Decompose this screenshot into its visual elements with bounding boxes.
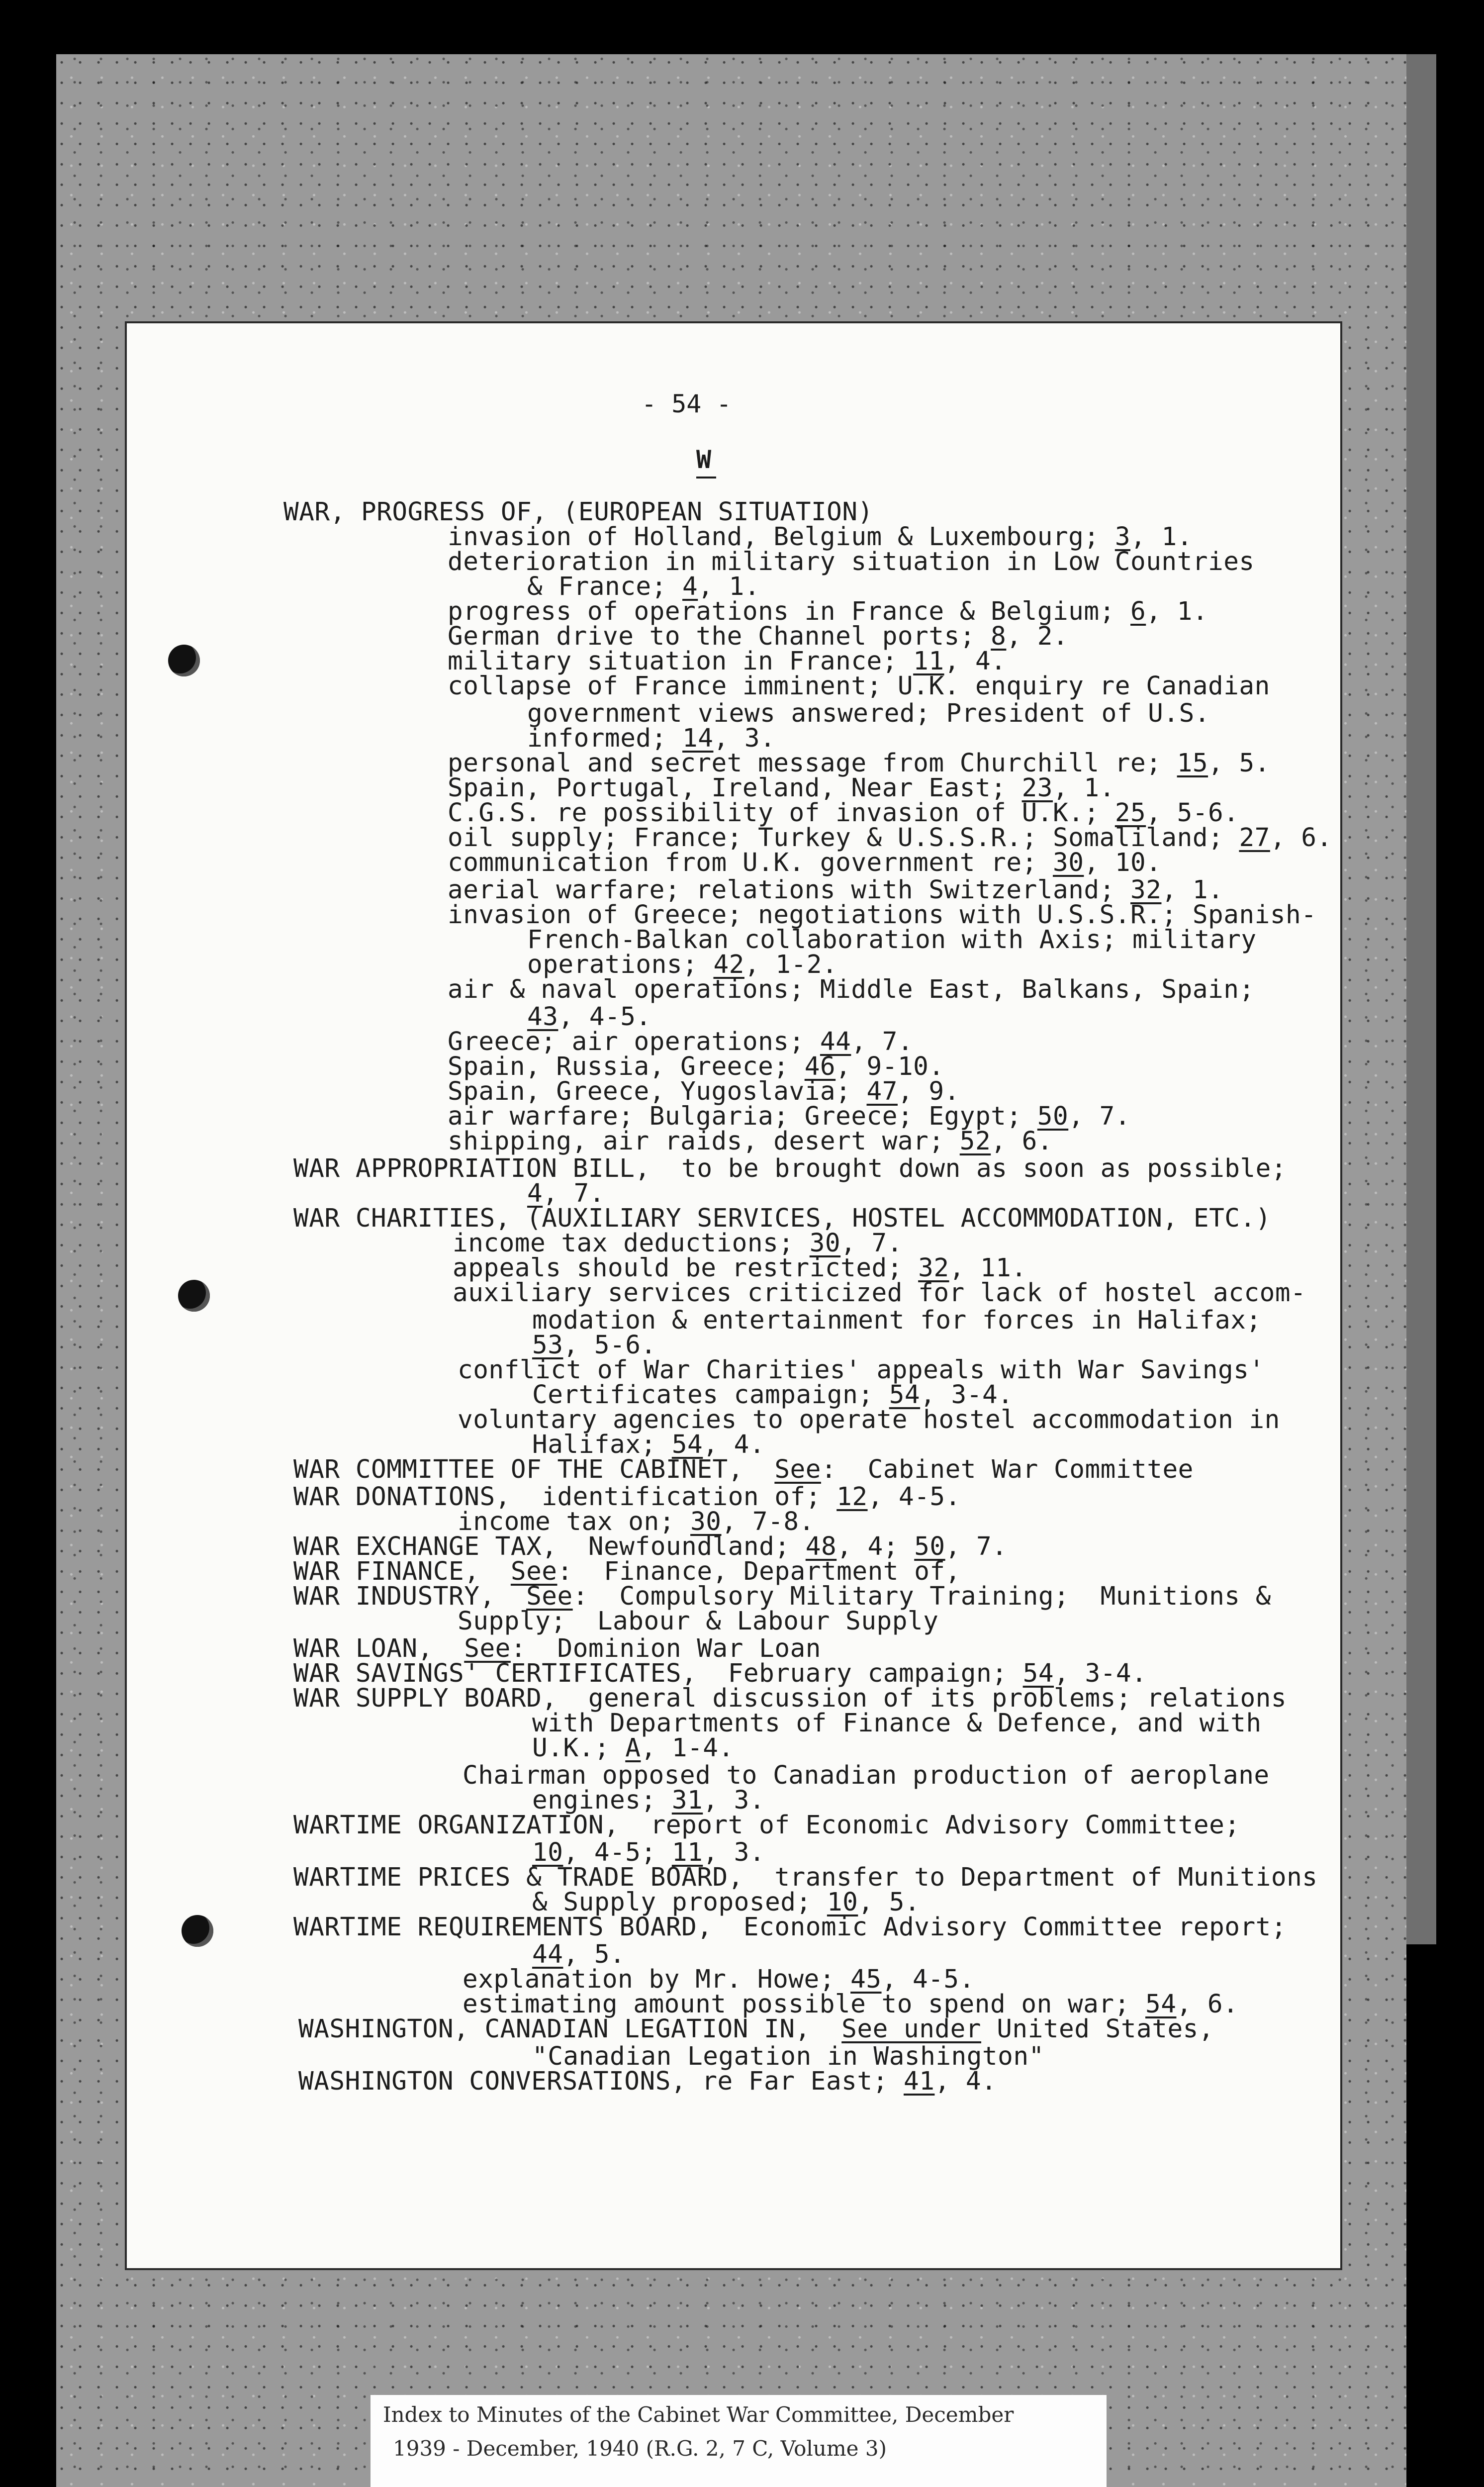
index-line bbox=[453, 1278, 1306, 1308]
page-reference: 4 bbox=[527, 1179, 543, 1208]
index-text: invasion of Holland, Belgium & Luxembourg; bbox=[448, 522, 1115, 552]
page-reference: A bbox=[625, 1733, 641, 1763]
index-text: invasion of Greece; negotiations with U.S.S.R.; Spanish- bbox=[448, 900, 1317, 930]
index-text: WASHINGTON, CANADIAN LEGATION IN, bbox=[298, 2014, 842, 2044]
index-text: , 9. bbox=[897, 1077, 960, 1106]
page-reference: 32 bbox=[1130, 875, 1162, 905]
index-text: conflict of War Charities' appeals with War Savings' bbox=[458, 1355, 1265, 1385]
page-reference: 41 bbox=[903, 2067, 935, 2096]
index-text: , 5. bbox=[858, 1888, 921, 1917]
index-text: , 1. bbox=[1130, 522, 1193, 552]
index-line bbox=[448, 1127, 1053, 1156]
index-text: WAR CHARITIES, (AUXILIARY SERVICES, HOSTEL ACCOMMODATION, ETC.) bbox=[293, 1204, 1271, 1233]
index-text: , 5. bbox=[1208, 749, 1270, 778]
punch-hole bbox=[182, 1915, 213, 1947]
index-text: , 9-10. bbox=[835, 1052, 944, 1081]
page-reference: See bbox=[510, 1557, 557, 1586]
index-text: , 5. bbox=[563, 1940, 626, 1969]
index-text: , 3-4. bbox=[920, 1380, 1014, 1410]
index-text: WAR, PROGRESS OF, (EUROPEAN SITUATION) bbox=[283, 497, 873, 527]
index-text: : Dominion War Loan bbox=[510, 1634, 821, 1663]
index-text: U.K.; bbox=[532, 1733, 626, 1763]
page-reference: See bbox=[464, 1634, 511, 1663]
index-text: income tax deductions; bbox=[453, 1229, 810, 1258]
index-text: government views answered; President of U.S. bbox=[527, 699, 1210, 728]
page-reference: 45 bbox=[850, 1965, 882, 1994]
page-reference: 50 bbox=[1037, 1102, 1069, 1131]
index-text: WAR SAVINGS' CERTIFICATES, February campaign; bbox=[293, 1659, 1023, 1688]
index-text: shipping, air raids, desert war; bbox=[448, 1127, 960, 1156]
index-text: Halifax; bbox=[532, 1430, 672, 1459]
index-line bbox=[293, 1913, 1287, 1942]
index-text: , 4. bbox=[944, 647, 1007, 676]
index-text: , 2. bbox=[1006, 622, 1069, 651]
index-text: German drive to the Channel ports; bbox=[448, 622, 991, 651]
page-reference: 42 bbox=[713, 950, 744, 979]
index-text: , 7. bbox=[945, 1532, 1008, 1561]
index-text: informed; bbox=[527, 724, 683, 753]
page-reference: 30 bbox=[809, 1229, 841, 1258]
index-text: aerial warfare; relations with Switzerland; bbox=[448, 875, 1131, 905]
index-text: , 1. bbox=[1146, 597, 1208, 626]
index-text: WAR COMMITTEE OF THE CABINET, bbox=[293, 1455, 775, 1484]
index-text: , 4; bbox=[836, 1532, 915, 1561]
page-reference: 30 bbox=[690, 1507, 722, 1536]
page-reference: 25 bbox=[1114, 798, 1146, 828]
page-reference: 50 bbox=[914, 1532, 945, 1561]
index-text: progress of operations in France & Belgium; bbox=[448, 597, 1131, 626]
index-text: WAR SUPPLY BOARD, general discussion of its problems; relations bbox=[293, 1684, 1287, 1713]
index-text: WARTIME REQUIREMENTS BOARD, Economic Advisory Committee report; bbox=[293, 1913, 1287, 1942]
index-text: , 3. bbox=[703, 1838, 765, 1867]
page-reference: 32 bbox=[918, 1253, 949, 1283]
page-reference: 10 bbox=[532, 1838, 563, 1867]
index-text: WAR DONATIONS, identification of; bbox=[293, 1482, 837, 1512]
index-text: WARTIME ORGANIZATION, report of Economic Advisory Committee; bbox=[293, 1811, 1240, 1840]
index-text: WAR FINANCE, bbox=[293, 1557, 511, 1586]
index-text: , 5-6. bbox=[563, 1331, 656, 1360]
index-text: auxiliary services criticized for lack of hostel accom- bbox=[453, 1278, 1306, 1308]
index-text: & France; bbox=[527, 572, 683, 601]
punch-hole bbox=[178, 1280, 210, 1312]
index-text: , 10. bbox=[1084, 848, 1162, 877]
index-text: collapse of France imminent; U.K. enquiry re Canadian bbox=[448, 671, 1270, 701]
index-text: operations; bbox=[527, 950, 714, 979]
index-text: "Canadian Legation in Washington" bbox=[532, 2042, 1044, 2071]
index-text: , 7. bbox=[543, 1179, 605, 1208]
index-text: deterioration in military situation in Low Countries bbox=[448, 547, 1255, 576]
page-reference: 54 bbox=[671, 1430, 703, 1459]
index-text: with Departments of Finance & Defence, and with bbox=[532, 1709, 1262, 1738]
index-text: WAR INDUSTRY, bbox=[293, 1582, 527, 1611]
page-reference: 44 bbox=[820, 1027, 851, 1056]
index-text: Spain, Portugal, Ireland, Near East; bbox=[448, 773, 1022, 803]
index-text: explanation by Mr. Howe; bbox=[463, 1965, 851, 1994]
index-text: , 7. bbox=[840, 1229, 903, 1258]
page-reference: 31 bbox=[671, 1786, 703, 1815]
index-text: Supply; Labour & Labour Supply bbox=[458, 1607, 939, 1636]
index-line bbox=[293, 1455, 1194, 1485]
index-text: , 4-5; bbox=[563, 1838, 672, 1867]
index-line bbox=[532, 1733, 734, 1763]
page-reference: 15 bbox=[1177, 749, 1208, 778]
index-text: air & naval operations; Middle East, Balkans, Spain; bbox=[448, 975, 1255, 1004]
index-text: WAR LOAN, bbox=[293, 1634, 464, 1663]
index-line bbox=[458, 1607, 938, 1636]
page-reference: 11 bbox=[913, 647, 944, 676]
index-text: , 5-6. bbox=[1146, 798, 1239, 828]
index-text: , 7. bbox=[851, 1027, 914, 1056]
page-reference: 10 bbox=[827, 1888, 858, 1917]
index-text: , 7-8. bbox=[721, 1507, 815, 1536]
index-text: , 4-5. bbox=[867, 1482, 961, 1512]
index-text: : Cabinet War Committee bbox=[821, 1455, 1194, 1484]
index-text: WAR APPROPRIATION BILL, to be brought down as soon as possible; bbox=[293, 1154, 1287, 1183]
index-text: WARTIME PRICES & TRADE BOARD, transfer to Department of Munitions bbox=[293, 1863, 1318, 1892]
index-line bbox=[298, 2067, 997, 2097]
page-reference: 43 bbox=[527, 1002, 558, 1032]
index-text: estimating amount possible to spend on war; bbox=[463, 1990, 1146, 2019]
index-text: , 6. bbox=[1176, 1990, 1239, 2019]
page-number: - 54 - bbox=[642, 389, 732, 418]
page-reference: See bbox=[774, 1455, 821, 1484]
page-reference: 8 bbox=[991, 622, 1007, 651]
index-text: WAR EXCHANGE TAX, Newfoundland; bbox=[293, 1532, 806, 1561]
index-text: & Supply proposed; bbox=[532, 1888, 827, 1917]
page-reference: 52 bbox=[959, 1127, 991, 1156]
index-text: , 4. bbox=[934, 2067, 997, 2096]
index-text: , 1. bbox=[1161, 875, 1224, 905]
index-text: Certificates campaign; bbox=[532, 1380, 889, 1410]
index-text: , 3. bbox=[703, 1786, 765, 1815]
index-text: : Finance, Department of, bbox=[557, 1557, 961, 1586]
index-text: voluntary agencies to operate hostel accommodation in bbox=[458, 1405, 1280, 1435]
index-text: engines; bbox=[532, 1786, 672, 1815]
index-text: personal and secret message from Churchill re; bbox=[448, 749, 1177, 778]
index-text: , 3. bbox=[713, 724, 776, 753]
index-text: Spain, Greece, Yugoslavia; bbox=[448, 1077, 867, 1106]
index-text: : Compulsory Military Training; Munitions & bbox=[572, 1582, 1271, 1611]
index-text: , 6. bbox=[1270, 823, 1332, 853]
page-reference: 46 bbox=[804, 1052, 836, 1081]
page-reference: 14 bbox=[682, 724, 714, 753]
index-text: , 1. bbox=[698, 572, 760, 601]
index-text: oil supply; France; Turkey & U.S.S.R.; Somaliland; bbox=[448, 823, 1239, 853]
index-line bbox=[448, 975, 1255, 1005]
index-text: , 6. bbox=[991, 1127, 1053, 1156]
index-line bbox=[448, 848, 1161, 878]
page-reference: 23 bbox=[1021, 773, 1053, 803]
index-text: , 7. bbox=[1068, 1102, 1131, 1131]
index-text: French-Balkan collaboration with Axis; military bbox=[527, 925, 1257, 955]
index-text: air warfare; Bulgaria; Greece; Egypt; bbox=[448, 1102, 1037, 1131]
page-reference: 54 bbox=[889, 1380, 921, 1410]
index-text: , 11. bbox=[949, 1253, 1027, 1283]
index-line bbox=[293, 1154, 1287, 1184]
page-reference: 44 bbox=[532, 1940, 563, 1969]
index-text: communication from U.K. government re; bbox=[448, 848, 1053, 877]
index-text: military situation in France; bbox=[448, 647, 914, 676]
index-text: C.G.S. re possibility of invasion of U.K.; bbox=[448, 798, 1115, 828]
index-text: Greece; air operations; bbox=[448, 1027, 820, 1056]
punch-hole bbox=[168, 645, 200, 676]
index-line bbox=[448, 671, 1270, 701]
page-reference: See under bbox=[841, 2014, 982, 2044]
page-reference: 3 bbox=[1114, 522, 1131, 552]
index-line bbox=[298, 2014, 1214, 2044]
page-reference: 30 bbox=[1052, 848, 1084, 877]
page-reference: 54 bbox=[1022, 1659, 1054, 1688]
index-text: modation & entertainment for forces in Halifax; bbox=[532, 1306, 1262, 1335]
page-reference: 11 bbox=[671, 1838, 703, 1867]
archive-label-line: 1939 - December, 1940 (R.G. 2, 7 C, Volume 3) bbox=[393, 2436, 887, 2461]
index-text: , 4. bbox=[703, 1430, 765, 1459]
index-text: Spain, Russia, Greece; bbox=[448, 1052, 805, 1081]
index-text: Chairman opposed to Canadian production of aeroplane bbox=[463, 1761, 1270, 1790]
page-reference: 6 bbox=[1130, 597, 1146, 626]
archive-label-line: Index to Minutes of the Cabinet War Committee, December bbox=[383, 2402, 1014, 2427]
index-text: United States, bbox=[981, 2014, 1214, 2044]
index-text: , 4-5. bbox=[881, 1965, 975, 1994]
index-text: , 3-4. bbox=[1054, 1659, 1147, 1688]
section-letter-underline bbox=[696, 477, 716, 478]
index-text: , 1. bbox=[1053, 773, 1115, 803]
index-text: appeals should be restricted; bbox=[453, 1253, 919, 1283]
index-text: income tax on; bbox=[458, 1507, 691, 1536]
page-reference: 54 bbox=[1145, 1990, 1177, 2019]
index-line bbox=[293, 1811, 1240, 1840]
page-reference: 53 bbox=[532, 1331, 563, 1360]
index-text: , 1-2. bbox=[744, 950, 838, 979]
index-text: , 1-4. bbox=[641, 1733, 734, 1763]
index-text: , 4-5. bbox=[558, 1002, 651, 1032]
page-reference: 12 bbox=[836, 1482, 868, 1512]
index-text: WASHINGTON CONVERSATIONS, re Far East; bbox=[298, 2067, 904, 2096]
page-reference: 47 bbox=[866, 1077, 898, 1106]
page-reference: 48 bbox=[805, 1532, 837, 1561]
page-reference: 4 bbox=[682, 572, 698, 601]
section-letter: W bbox=[696, 445, 712, 474]
page-reference: See bbox=[526, 1582, 573, 1611]
scan-edge bbox=[1406, 54, 1436, 1944]
page-reference: 27 bbox=[1239, 823, 1270, 853]
